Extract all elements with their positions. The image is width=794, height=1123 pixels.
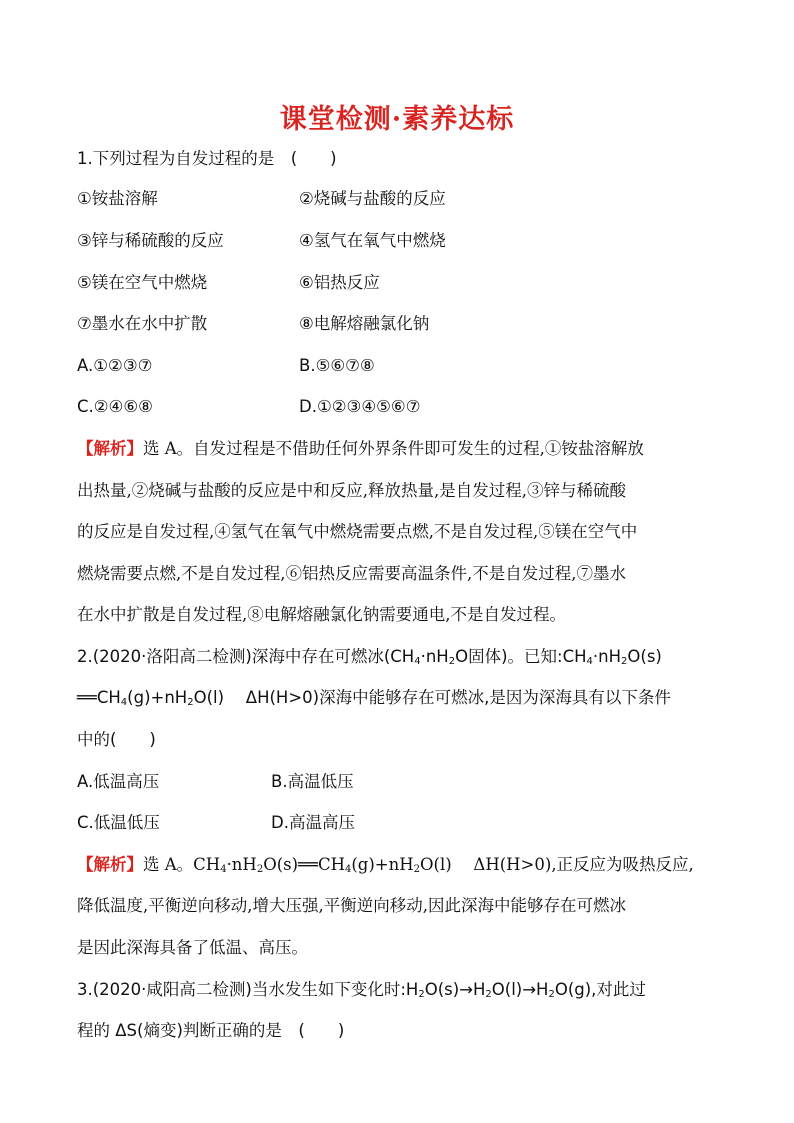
q1-explanation-line-5: 在水中扩散是自发过程,⑧电解熔融氯化钠需要通电,不是自发过程。 <box>77 605 566 624</box>
q2-option-b: B.高温低压 <box>271 772 354 791</box>
q1-option-c: C.②④⑥⑧ <box>77 397 153 416</box>
q2-stem-line-2: $══CH_4(g)+nH_2O(l)$ ΔH(H>0)深海中能够存在可燃冰,是因为深海具有以下条件 <box>77 688 671 708</box>
q1-explanation-tag: 【解析】 <box>77 439 143 458</box>
q1-item-1: ①铵盐溶解 <box>77 189 158 208</box>
q2-option-d: D.高温高压 <box>271 813 355 832</box>
q1-item-5: ⑤镁在空气中燃烧 <box>77 273 208 292</box>
q1-item-4: ④氢气在氧气中燃烧 <box>299 231 446 250</box>
q2-stem-line-1: 2.(2020·洛阳高二检测)深海中存在可燃冰($CH_4\cdot nH_2O$固体)。已知$:CH_4\cdot nH_2O(s)$ <box>77 647 662 667</box>
q1-item-7: ⑦墨水在水中扩散 <box>77 314 208 333</box>
q3-stem-line-2: 程的 ΔS(熵变)判断正确的是 ( ) <box>77 1021 345 1040</box>
q2-option-a: A.低温高压 <box>77 772 160 791</box>
page-title: 课堂检测·素养达标 <box>279 104 515 135</box>
q1-option-b: B.⑤⑥⑦⑧ <box>299 356 375 375</box>
q1-explanation-line-2: 出热量,②烧碱与盐酸的反应是中和反应,释放热量,是自发过程,③锌与稀硫酸 <box>77 481 626 500</box>
q2-explanation-line-3: 是因此深海具备了低温、高压。 <box>77 938 308 957</box>
q1-explanation-line-4: 燃烧需要点燃,不是自发过程,⑥铝热反应需要高温条件,不是自发过程,⑦墨水 <box>77 564 626 583</box>
q2-option-c: C.低温低压 <box>77 813 160 832</box>
q1-option-d: D.①②③④⑤⑥⑦ <box>299 397 421 416</box>
q2-explanation-line-2: 降低温度,平衡逆向移动,增大压强,平衡逆向移动,因此深海中能够存在可燃冰 <box>77 896 626 915</box>
q1-item-6: ⑥铝热反应 <box>299 273 380 292</box>
q1-item-3: ③锌与稀硫酸的反应 <box>77 231 224 250</box>
q2-stem-line-3: 中的( ) <box>77 730 156 749</box>
q2-explanation-tag: 【解析】 <box>77 855 143 874</box>
q1-explanation-line-1: 【解析】选 A。自发过程是不借助任何外界条件即可发生的过程,①铵盐溶解放 <box>77 439 644 458</box>
q1-item-2: ②烧碱与盐酸的反应 <box>299 189 446 208</box>
q1-item-8: ⑧电解熔融氯化钠 <box>299 314 430 333</box>
q3-stem-line-1: 3.(2020·咸阳高二检测)当水发生如下变化时$:H_2O(s)\to H_2O(l)\to H_2O(g)$,对此过 <box>77 980 646 1000</box>
q1-stem: 1.下列过程为自发过程的是 ( ) <box>77 149 337 168</box>
q2-explanation-line-1: 【解析】选 A。$CH_4\cdot nH_2O(s)══CH_4(g)+nH_2O(l)$ ΔH(H>0),正反应为吸热反应, <box>77 855 694 875</box>
q1-explanation-line-3: 的反应是自发过程,④氢气在氧气中燃烧需要点燃,不是自发过程,⑤镁在空气中 <box>77 522 638 541</box>
q1-option-a: A.①②③⑦ <box>77 356 153 375</box>
